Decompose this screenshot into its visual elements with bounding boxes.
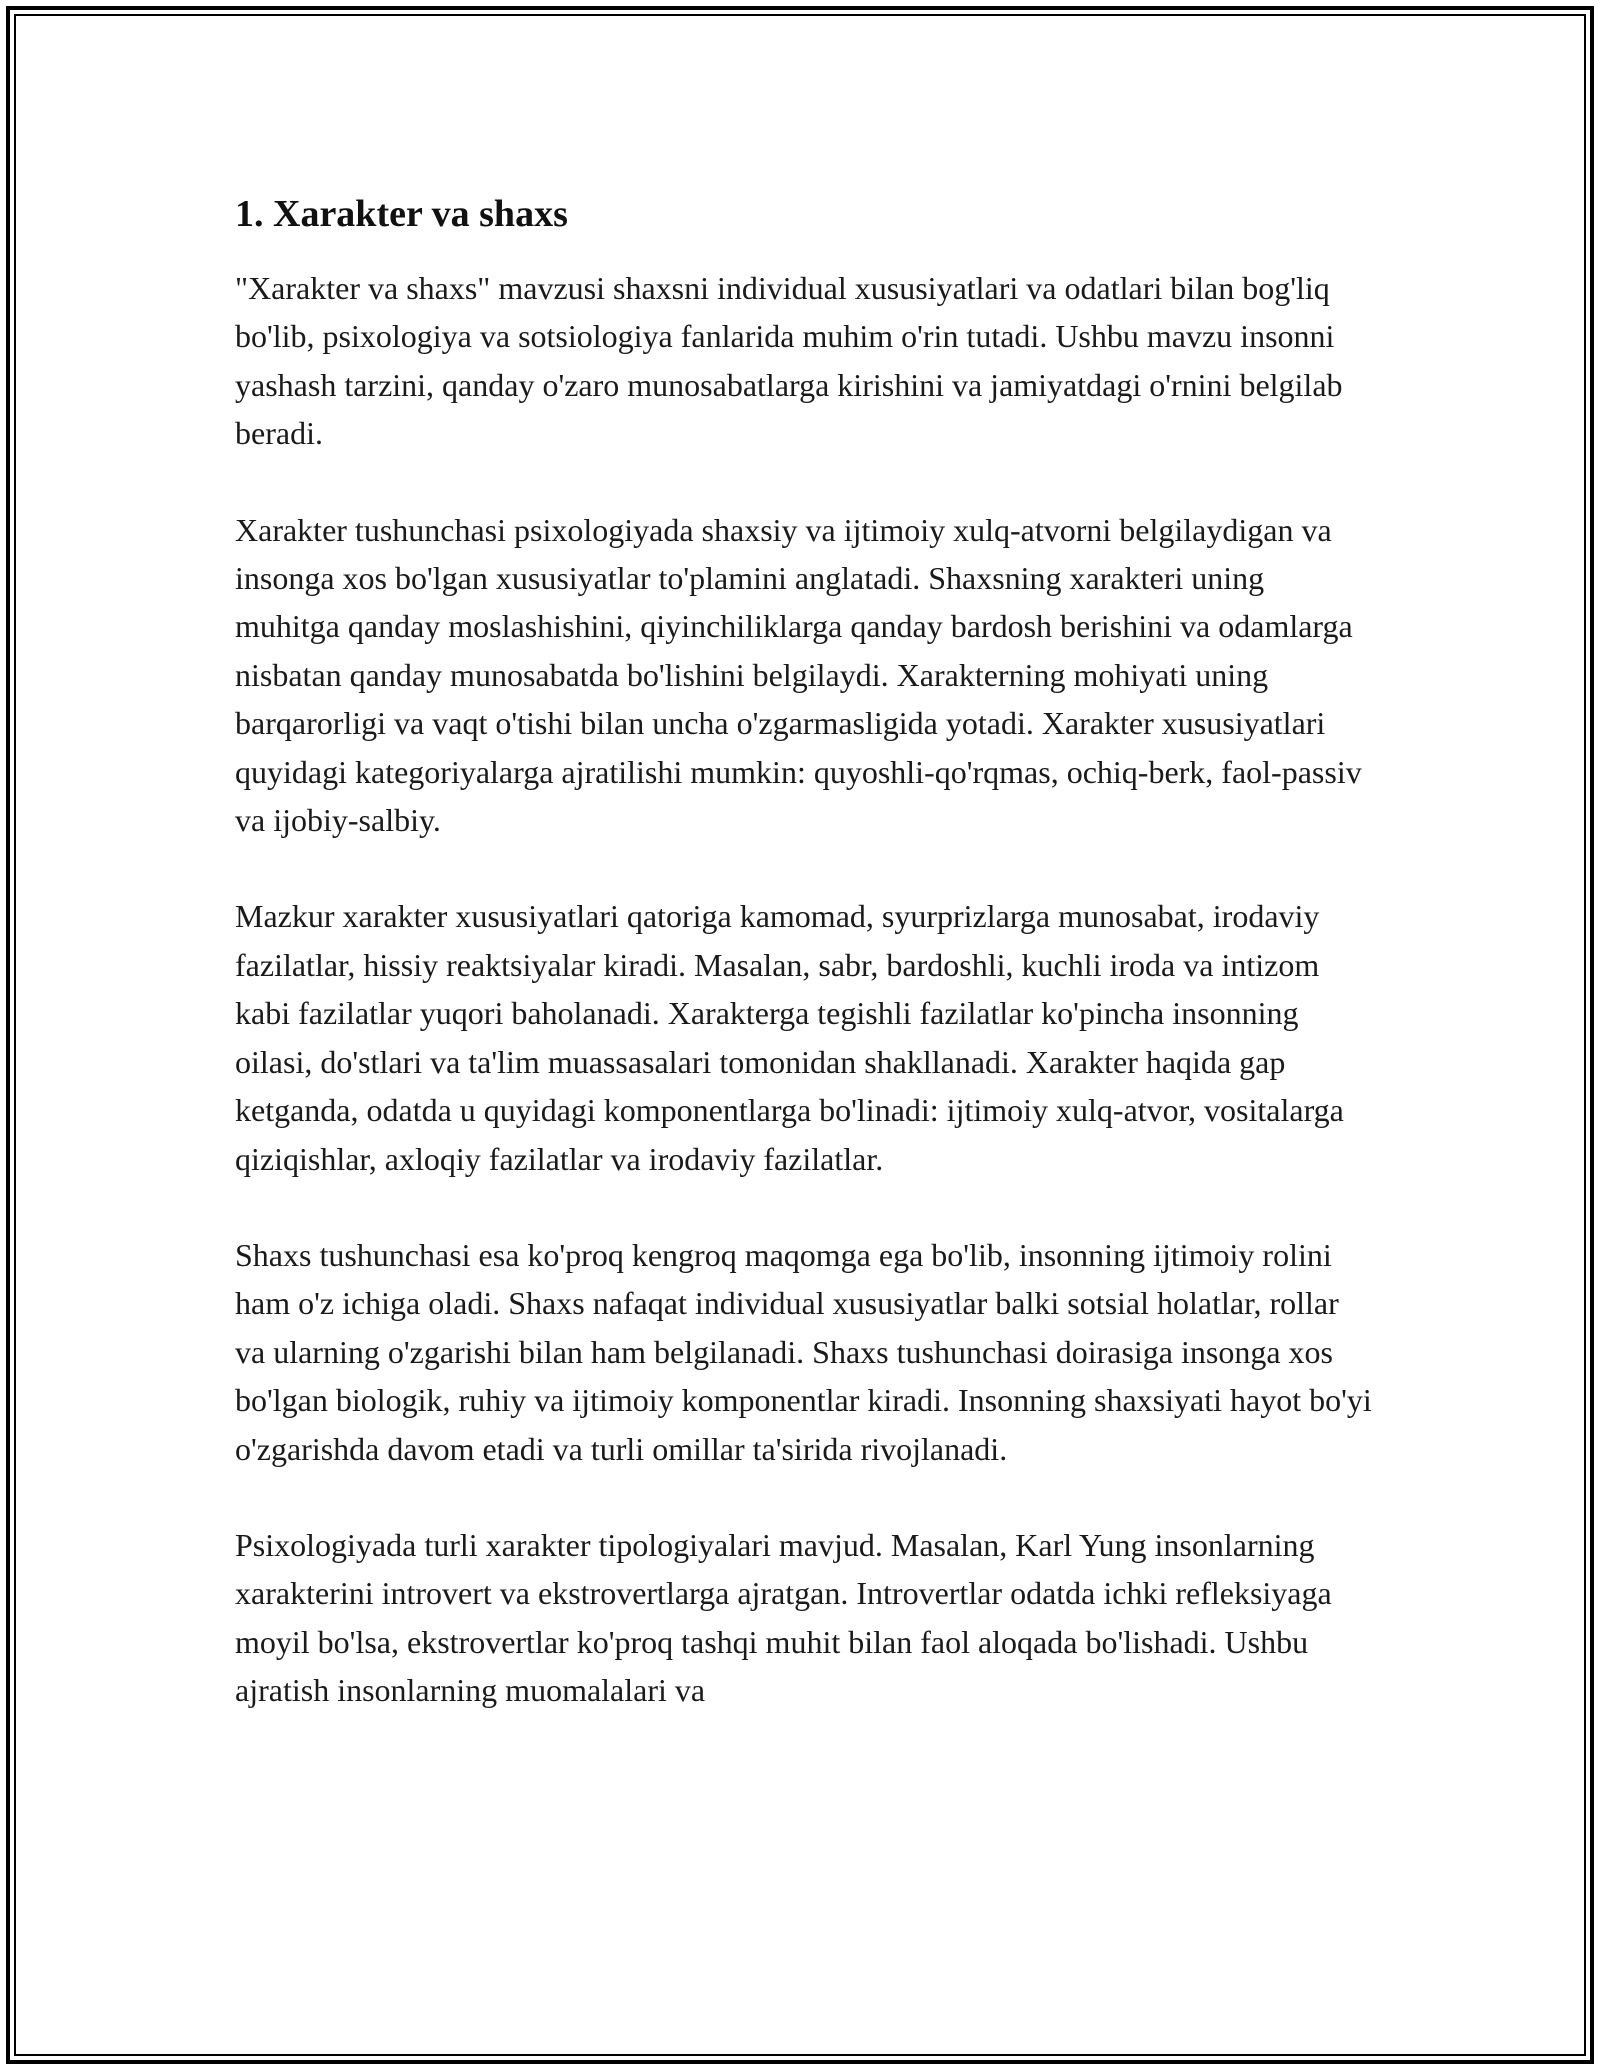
paragraph-character-concept: Xarakter tushunchasi psixologiyada shaxsiy va ijtimoiy xulq-atvorni belgilaydigan va insonga xos bo'lgan xususiyatlar to'plamini anglatadi. Shaxsning xarakteri uning muhitga qanday moslashishini, qiyinchiliklarga qanday bardosh berishini va odamlarga nisbatan qanday munosabatda bo'lishini belgilaydi. Xarakterning mohiyati uning barqarorligi va vaqt o'tishi bilan uncha o'zgarmasligida yotadi. Xarakter xususiyatlari quyidagi kategoriyalarga ajratilishi mumkin: quyoshli-qo'rqmas, ochiq-berk, faol-passiv va ijobiy-salbiy. bbox=[235, 511, 1362, 839]
paragraph-intro: "Xarakter va shaxs" mavzusi shaxsni individual xususiyatlari va odatlari bilan bog'liq bo'lib, psixologiya va sotsiologiya fanlarida muhim o'rin tutadi. Ushbu mavzu insonni yashash tarzini, qanday o'zaro munosabatlarga kirishini va jamiyatdagi o'rnini belgilab beradi. bbox=[235, 270, 1343, 452]
paragraph-personality-concept: Shaxs tushunchasi esa ko'proq kengroq maqomga ega bo'lib, insonning ijtimoiy rolini ham o'z ichiga oladi. Shaxs nafaqat individual xususiyatlar balki sotsial holatlar, rollar va ularning o'zgarishi bilan ham belgilanadi. Shaxs tushunchasi doirasiga insonga xos bo'lgan biologik, ruhiy va ijtimoiy komponentlar kiradi. Insonning shaxsiyati hayot bo'yi o'zgarishda davom etadi va turli omillar ta'sirida rivojlanadi. bbox=[235, 1236, 1372, 1467]
paragraph-character-traits: Mazkur xarakter xususiyatlari qatoriga kamomad, syurprizlarga munosabat, irodaviy fazilatlar, hissiy reaktsiyalar kiradi. Masalan, sabr, bardoshli, kuchli iroda va intizom kabi fazilatlar yuqori baholanadi. Xarakterga tegishli fazilatlar ko'pincha insonning oilasi, do'stlari va ta'lim muassasalari tomonidan shakllanadi. Xarakter haqida gap ketganda, odatda u quyidagi komponentlarga bo'linadi: ijtimoiy xulq-atvor, vositalarga qiziqishlar, axloqiy fazilatlar va irodaviy fazilatlar. bbox=[235, 898, 1344, 1177]
paragraph-typologies: Psixologiyada turli xarakter tipologiyalari mavjud. Masalan, Karl Yung insonlarning xarakterini introvert va ekstrovertlarga ajratgan. Introvertlar odatda ichki refleksiyaga moyil bo'lsa, ekstrovertlar ko'proq tashqi muhit bilan faol aloqada bo'lishadi. Ushbu ajratish insonlarning muomalalari va bbox=[235, 1526, 1332, 1709]
document-body bbox=[235, 186, 1375, 1763]
section-title: 1. Xarakter va shaxs bbox=[235, 193, 568, 235]
